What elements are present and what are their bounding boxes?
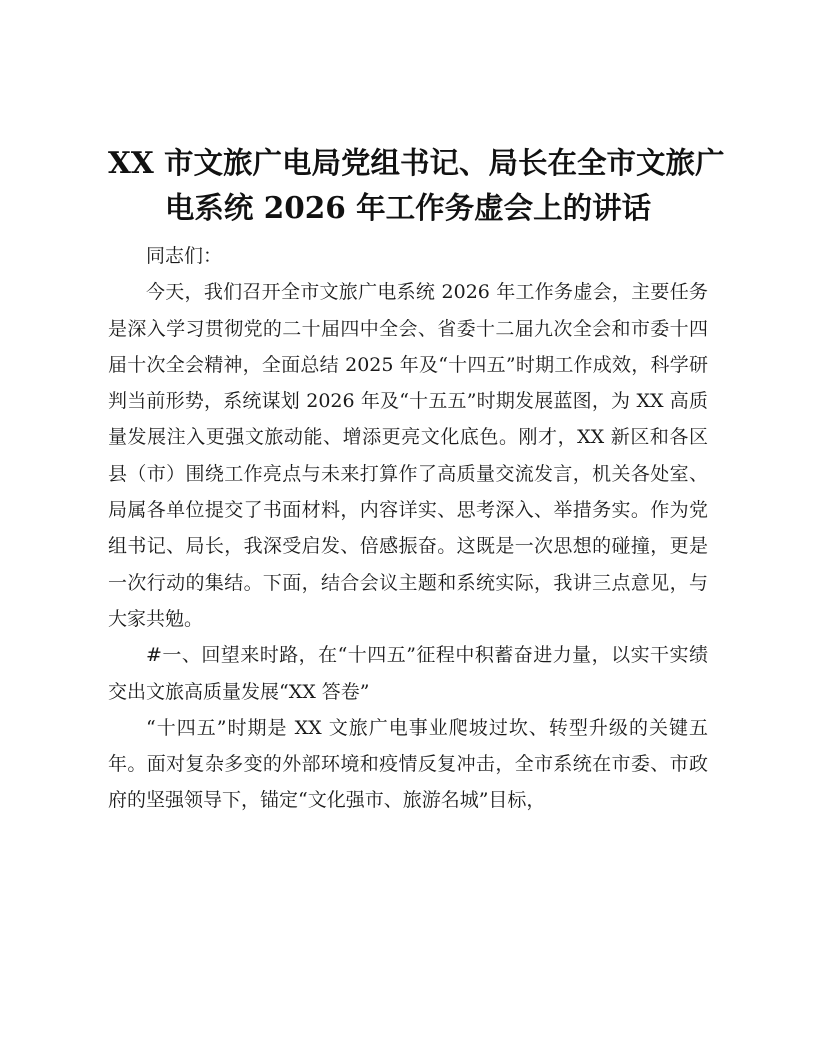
body-paragraph: “十四五”时期是 XX 文旅广电事业爬坡过坎、转型升级的关键五年。面对复杂多变的外部环境和疫情反复冲击，全市系统在市委、市政府的坚强领导下，锚定“文化强市、旅游名城”目标，	[108, 716, 708, 812]
document-page	[108, 140, 725, 819]
document-title	[108, 140, 725, 230]
salutation-paragraph: 同志们：	[146, 245, 223, 267]
section-heading-1: #一、回望来时路，在“十四五”征程中积蓄奋进力量，以实干实绩交出文旅高质量发展“XX 答卷”	[108, 644, 708, 703]
title-line-1: XX 市文旅广电局党组书记、局长在全市文旅广	[108, 145, 725, 180]
opening-paragraph: 今天，我们召开全市文旅广电系统 2026 年工作务虚会，主要任务是深入学习贯彻党的二十届四中全会、省委十二届九次全会和市委十四届十次全会精神，全面总结 2025 年及“十四五”时期工作成效，科学研判当前形势，系统谋划 2026 年及“十五五”时期发展蓝图，为 XX 高质量发展注入更强文旅动能、增添更亮文化底色。刚才，XX 新区和各区县（市）围绕工作亮点与未来打算作了高质量交流发言，机关各处室、局属各单位提交了书面材料，内容详实、思考深入、举措务实。作为党组书记、局长，我深受启发、倍感振奋。这既是一次思想的碰撞，更是一次行动的集结。下面，结合会议主题和系统实际，我讲三点意见，与大家共勉。	[108, 281, 708, 630]
title-line-2: 电系统 2026 年工作务虚会上的讲话	[164, 190, 652, 225]
document-body	[108, 238, 708, 819]
